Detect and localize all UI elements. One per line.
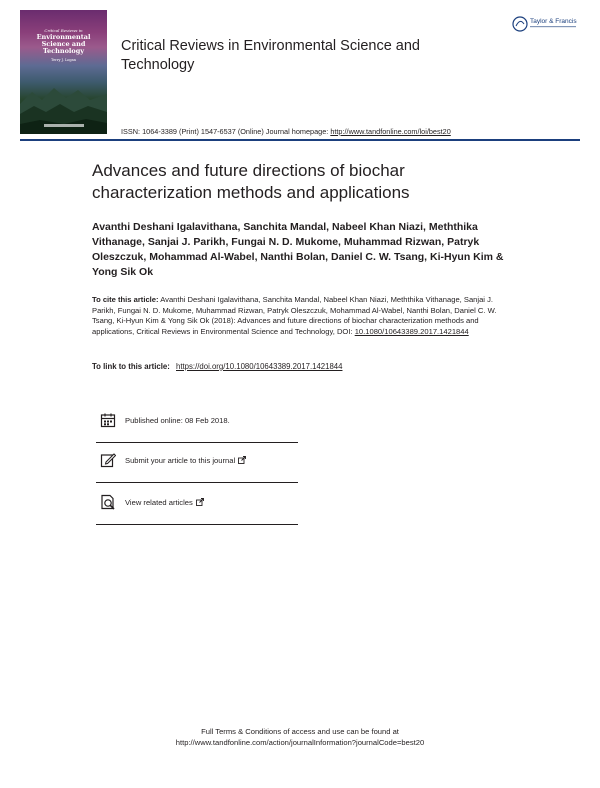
journal-homepage-link[interactable]: http://www.tandfonline.com/loi/best20 [330,127,451,136]
issn-text: ISSN: 1064-3389 (Print) 1547-6537 (Online) Journal homepage: [121,127,331,136]
publisher-logo-icon [512,15,584,35]
terms-footer [100,726,500,748]
submit-article-label: Submit your article to this journal [125,456,236,465]
external-link-icon [196,498,204,506]
related-articles-row[interactable] [96,486,298,525]
related-articles-icon [100,494,116,510]
journal-name: Critical Reviews in Environmental Science and Technology [121,38,420,73]
terms-footer-line1: Full Terms & Conditions of access and use can be found at [201,727,399,736]
cover-main-title: Environmental Science and Technology [36,33,91,55]
article-title: Advances and future directions of biochar characterization methods and applications [92,161,410,202]
article-doi-url[interactable]: https://doi.org/10.1080/10643389.2017.1421844 [176,362,343,371]
cover-editor: Terry J. Logan [51,58,76,62]
citation-text: Avanthi Deshani Igalavithana, Sanchita Mandal, Nabeel Khan Niazi, Meththika Vithanage, Sanjai J. Parikh, Fungai N. D. Mukome, Muhammad Rizwan, Patryk Oleszczuk, Mohammad Al-Wabel, Nanthi Bolan, Daniel C. W. Tsang, Ki-Hyun Kim & Yong Sik Ok (2018): Advances and future directions of biochar characterization methods and applications, Critical Reviews in Environmental Science and Technology, DOI: [92,295,497,336]
citation-block [92,295,517,337]
terms-footer-url[interactable]: http://www.tandfonline.com/action/journalInformation?journalCode=best20 [175,738,425,747]
cover-title-block [26,28,101,82]
submit-article-link[interactable] [125,456,246,465]
publisher-logo-text: Taylor & Francis [530,18,577,25]
related-articles-link[interactable] [125,498,204,507]
article-link-block [92,362,517,371]
published-online-row [96,404,298,443]
author-list: Avanthi Deshani Igalavithana, Sanchita Mandal, Nabeel Khan Niazi, Meththika Vithanage, Sanjai J. Parikh, Fungai N. D. Mukome, Muhammad Rizwan, Patryk Oleszczuk, Mohammad Al-Wabel, Nanthi Bolan, Daniel C. W. Tsang, Ki-Hyun Kim & Yong Sik Ok [92,221,504,278]
calendar-icon [100,412,116,428]
issn-line [121,127,451,136]
edit-icon [100,452,116,468]
related-articles-label: View related articles [125,498,193,507]
cover-caption-bar [44,124,84,127]
article-link-label: To link to this article: [92,362,172,371]
external-link-icon [238,456,246,464]
citation-label: To cite this article: [92,295,159,304]
citation-doi-link[interactable]: 10.1080/10643389.2017.1421844 [354,326,469,336]
submit-article-row[interactable] [96,444,298,483]
cover-top-line: Critical Reviews in [44,28,83,33]
header-divider [20,139,580,141]
published-online-label: Published online: 08 Feb 2018. [125,416,230,425]
publisher-logo[interactable] [512,15,584,35]
journal-cover [20,10,107,134]
